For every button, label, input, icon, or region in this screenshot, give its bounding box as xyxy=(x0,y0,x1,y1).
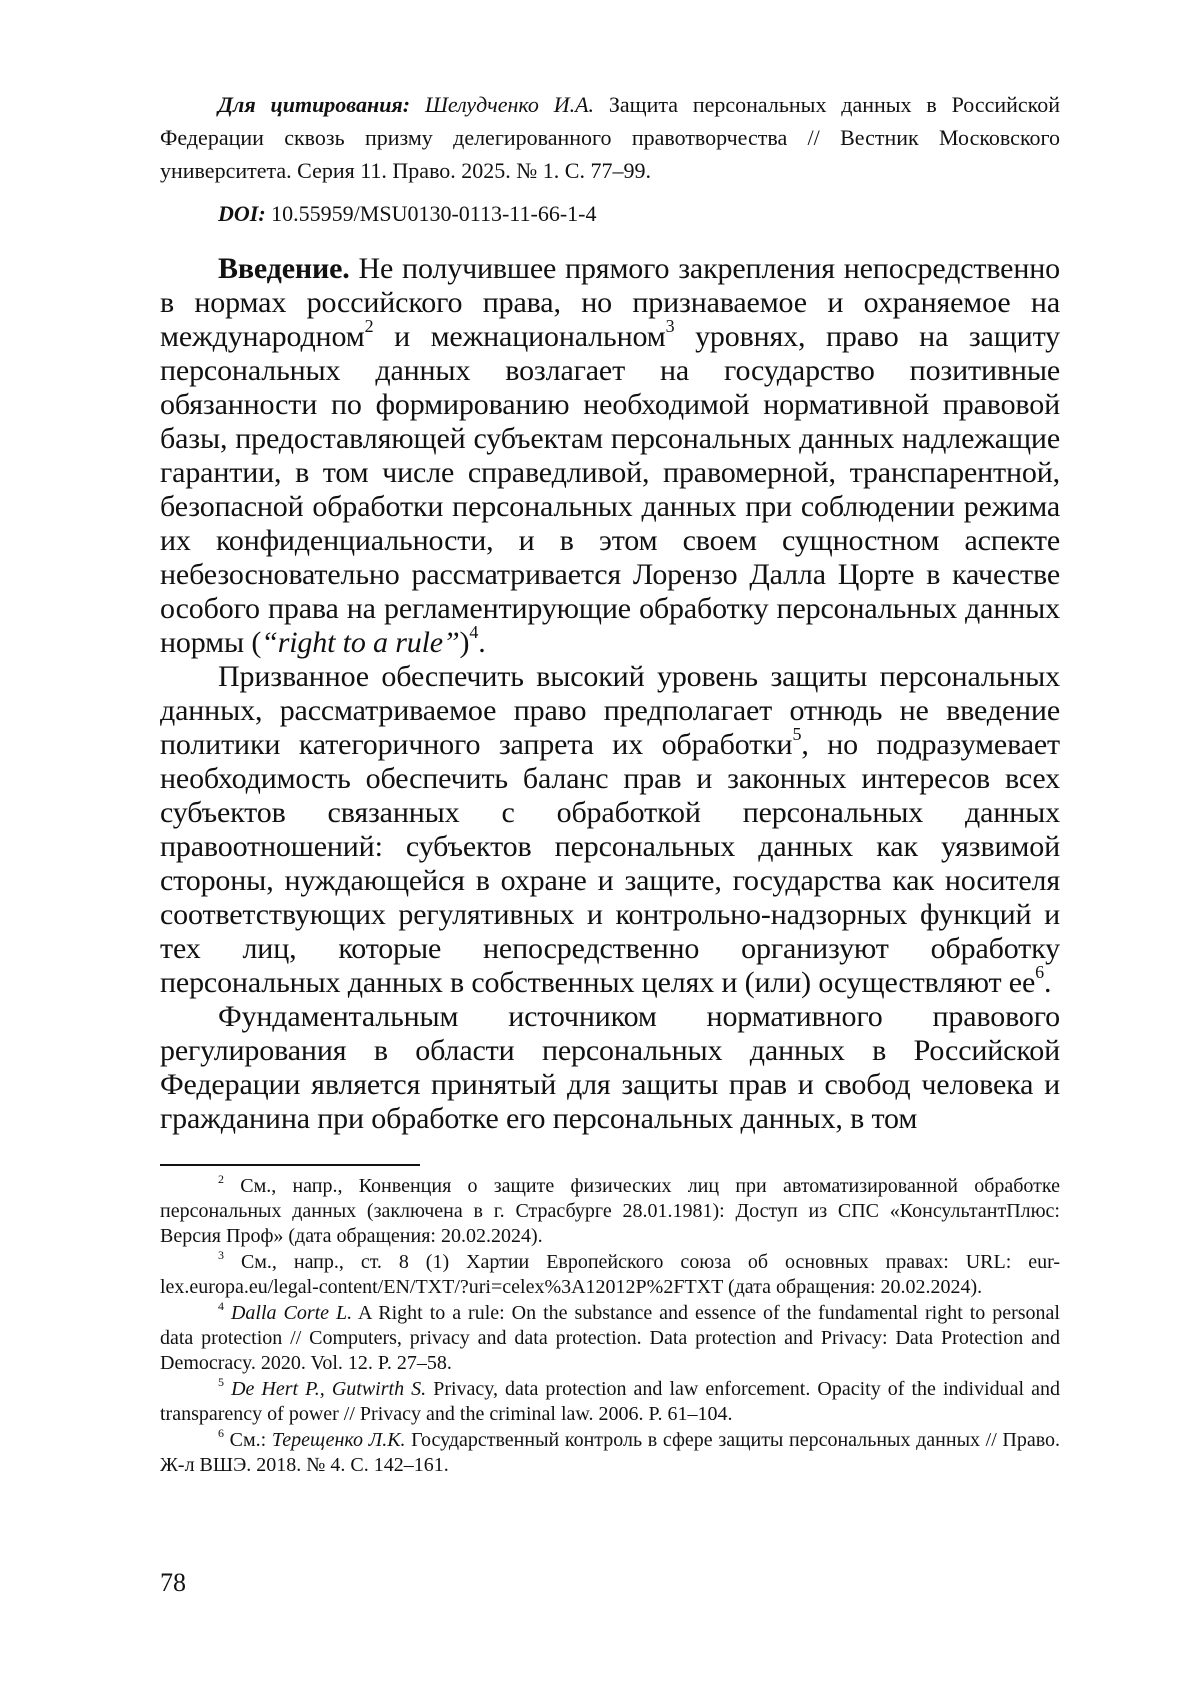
footnote-ref: 3 xyxy=(666,316,675,336)
paragraph-text: и межнациональном xyxy=(394,320,666,353)
citation-text: Защита персональных данных в Российской Федерации сквозь призму делегированного правотворчества // Вестник Московского университета. Серия 11. Право. 2025. № 1. С. 77–99. xyxy=(160,92,1060,183)
paragraph-second xyxy=(160,660,1060,1000)
citation xyxy=(160,88,1060,187)
footnote-text: Privacy, data protection and law enforcement. Opacity of the individual and transparency of power // Privacy and the criminal law. 2006. P. 61–104. xyxy=(160,1378,1060,1425)
paragraph-text: ) xyxy=(460,626,470,659)
footnote-author: De Hert P., Gutwirth S. xyxy=(231,1378,426,1400)
paragraph-introduction xyxy=(160,252,1060,660)
footnote-5 xyxy=(160,1377,1060,1427)
footnote-prefix: См.: xyxy=(230,1429,267,1451)
paragraph-text: уровнях, право на защиту персональных данных возлагает на государство позитивные обязанности по формированию необходимой нормативной правовой базы, предоставляющей субъектам персональных данных надлежащие гарантии, в том числе справедливой, правомерной, транспарентной, безопасной обработки персональных данных при соблюдении режима их конфиденциальности, и в этом своем сущностном аспекте небезосновательно рассматривается Лорензо Далла Цорте в качестве особого права на регламентирующие обработку персональных данных нормы ( xyxy=(160,320,1060,659)
footnote-text: См., напр., ст. 8 (1) Хартии Европейского союза об основных правах: URL: eur-lex.europa.eu/legal-content/EN/TXT/?uri=celex%3A12012P%2FTXT (дата обращения: 20.02.2024). xyxy=(160,1251,1060,1298)
footnote-3 xyxy=(160,1250,1060,1300)
footnote-6 xyxy=(160,1428,1060,1478)
footnote-number: 3 xyxy=(218,1248,224,1262)
paragraph-text: Не получившее прямого закрепления непосредственно в нормах российского права, но признаваемое и охраняемое на международном xyxy=(160,252,1060,353)
body-text xyxy=(160,252,1060,1136)
citation-label: Для цитирования: xyxy=(218,92,410,117)
footnotes xyxy=(160,1174,1060,1478)
paragraph-third xyxy=(160,1000,1060,1136)
doi-label: DOI: xyxy=(218,201,266,226)
footnote-number: 4 xyxy=(218,1299,224,1313)
footnote-ref: 4 xyxy=(469,622,478,642)
footnote-text: См., напр., Конвенция о защите физических лиц при автоматизированной обработке персональных данных (заключена в г. Страсбурге 28.01.1981): Доступ из СПС «КонсультантПлюс: Версия Проф» (дата обращения: 20.02.2024). xyxy=(160,1175,1060,1247)
footnote-text: A Right to a rule: On the substance and essence of the fundamental right to personal data protection // Computers, privacy and data protection. Data protection and Privacy: Data Protection and Democracy. 2020. Vol. 12. P. 27–58. xyxy=(160,1302,1060,1374)
introduction-heading: Введение. xyxy=(218,252,350,285)
paragraph-text: . xyxy=(1044,966,1051,999)
footnote-number: 6 xyxy=(218,1426,224,1440)
paragraph-text: . xyxy=(478,626,485,659)
footnote-ref: 5 xyxy=(792,724,801,744)
footnote-4 xyxy=(160,1301,1060,1376)
footnote-number: 2 xyxy=(218,1172,224,1186)
footnote-ref: 2 xyxy=(365,316,374,336)
doi xyxy=(160,197,1060,230)
footnote-ref: 6 xyxy=(1035,962,1044,982)
page-number: 78 xyxy=(160,1568,186,1598)
paragraph-text: Призванное обеспечить высокий уровень защиты персональных данных, рассматриваемое право предполагает отнюдь не введение политики категоричного запрета их обработки xyxy=(160,660,1060,761)
quote-right-to-a-rule: “right to a rule” xyxy=(261,626,459,659)
footnote-author: Dalla Corte L. xyxy=(231,1302,352,1324)
paragraph-text: , но подразумевает необходимость обеспечить баланс прав и законных интересов всех субъектов связанных с обработкой персональных данных правоотношений: субъектов персональных данных как уязвимой стороны, нуждающейся в охране и защите, государства как носителя соответствующих регулятивных и контрольно-надзорных функций и тех лиц, которые непосредственно организуют обработку персональных данных в собственных целях и (или) осуществляют ее xyxy=(160,728,1060,999)
footnote-text: Государственный контроль в сфере защиты персональных данных // Право. Ж-л ВШЭ. 2018. № 4. С. 142–161. xyxy=(160,1429,1060,1476)
paragraph-text: Фундаментальным источником нормативного правового регулирования в области персональных данных в Российской Федерации является принятый для защиты прав и свобод человека и гражданина при обработке его персональных данных, в том xyxy=(160,1000,1060,1135)
doi-value: 10.55959/MSU0130-0113-11-66-1-4 xyxy=(271,201,596,226)
footnote-number: 5 xyxy=(218,1375,224,1389)
footnote-author: Терещенко Л.К. xyxy=(272,1429,406,1451)
footnote-divider xyxy=(160,1164,420,1166)
page xyxy=(160,88,1060,1479)
footnote-2 xyxy=(160,1174,1060,1249)
citation-author: Шелудченко И.А. xyxy=(425,92,594,117)
